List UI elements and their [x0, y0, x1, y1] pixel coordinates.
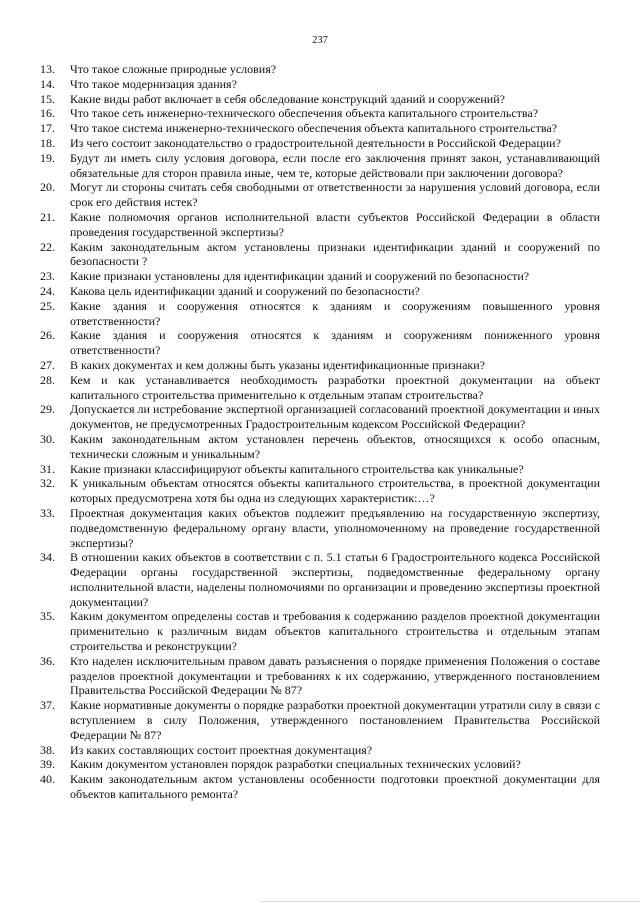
question-number: 22. — [40, 239, 55, 254]
question-number: 28. — [40, 372, 55, 387]
question-number: 37. — [40, 698, 55, 713]
question-item — [40, 476, 600, 506]
question-text: Что такое сложные природные условия? — [70, 62, 277, 76]
question-text: Какие полномочия органов исполнительной власти субъектов Российской Федерации в области проведения государственной экспертизы? — [70, 209, 600, 239]
question-text: Кем и как устанавливается необходимость разработки проектной документации на объект капитального строительства применительно к отдельным этапам строительства? — [70, 372, 600, 402]
question-text: Могут ли стороны считать себя свободными от ответственности за нарушения условий договора, если срок его действия истек? — [70, 180, 600, 210]
question-item — [40, 772, 600, 802]
question-text: Каким законодательным актом установлены признаки идентификации зданий и сооружений по безопасности ? — [70, 239, 600, 269]
question-number: 24. — [40, 283, 55, 298]
question-item — [40, 654, 600, 698]
question-number: 40. — [40, 772, 55, 787]
question-number: 30. — [40, 431, 55, 446]
question-number: 27. — [40, 357, 55, 372]
question-item — [40, 609, 600, 653]
question-item — [40, 151, 600, 181]
page-number: 237 — [312, 35, 328, 46]
question-text: Какие здания и сооружения относятся к зданиям и сооружениям повышенного уровня ответственности? — [70, 298, 600, 328]
question-text: Что такое сеть инженерно-технического обеспечения объекта капитального строительства? — [70, 106, 539, 121]
question-text: В каких документах и кем должны быть указаны идентификационные признаки? — [70, 357, 485, 372]
question-text: Допускается ли истребование экспертной организацией согласований проектной документации и иных документов, не предусмотренных Градостроительным кодексом Российской Федерации? — [70, 402, 600, 432]
question-number: 13. — [40, 62, 55, 76]
question-text: Из каких составляющих состоит проектная документация? — [70, 742, 373, 757]
question-text: Кто наделен исключительным правом давать разъяснения о порядке применения Положения о составе разделов проектной документации и требованиях к их содержанию, утвержденного постановлением Правительства Российской Федерации № 87? — [70, 653, 600, 698]
question-number: 19. — [40, 150, 55, 165]
question-text: Что такое система инженерно-технического обеспечения объекта капитального строительства? — [70, 121, 558, 136]
question-number: 35. — [40, 609, 55, 624]
question-text: К уникальным объектам относятся объекты капитального строительства, в проектной документации которых предусмотрена хотя бы одна из следующих характеристик:…? — [70, 476, 600, 506]
question-number: 39. — [40, 757, 55, 772]
question-number: 38. — [40, 742, 55, 757]
question-number: 26. — [40, 328, 55, 343]
question-item — [40, 121, 600, 136]
scan-edge-line — [260, 901, 640, 902]
question-item — [40, 358, 600, 373]
question-number: 16. — [40, 106, 55, 121]
question-number: 17. — [40, 121, 55, 136]
question-text: Каким законодательным актом установлен перечень объектов, относящихся к особо опасным, технически сложным и уникальным? — [70, 431, 600, 461]
question-item — [40, 432, 600, 462]
question-number: 25. — [40, 298, 55, 313]
question-item — [40, 506, 600, 550]
question-number: 20. — [40, 180, 55, 195]
question-number: 15. — [40, 91, 55, 106]
question-item — [40, 77, 600, 92]
question-item — [40, 269, 600, 284]
question-item — [40, 136, 600, 151]
question-number: 29. — [40, 402, 55, 417]
question-item — [40, 757, 600, 772]
question-number: 31. — [40, 461, 55, 476]
question-text: Что такое модернизация здания? — [70, 76, 237, 91]
question-item — [40, 743, 600, 758]
question-number: 23. — [40, 269, 55, 284]
question-item — [40, 210, 600, 240]
question-number: 21. — [40, 209, 55, 224]
question-item — [40, 299, 600, 329]
question-item — [40, 550, 600, 609]
question-item — [40, 240, 600, 270]
question-item — [40, 180, 600, 210]
question-text: Какие нормативные документы о порядке разработки проектной документации утратили силу в связи с вступлением в силу Положения, утвержденного постановлением Правительства Российской Федерации № 87? — [70, 698, 600, 742]
question-number: 32. — [40, 476, 55, 491]
question-item — [40, 698, 600, 742]
question-text: Проектная документация каких объектов подлежит предъявлению на государственную экспертизу, подведомственную федеральному органу власти, уполномоченному на проведение государственной экспертизы? — [70, 505, 600, 550]
question-number: 18. — [40, 135, 55, 150]
question-text: В отношении каких объектов в соответствии с п. 5.1 статьи 6 Градостроительного кодекса Российской Федерации органы государственной экспертизы, подведомственные федеральному органу исполнительной власти, наделены полномочиями по организации и проведению экспертизы проектной документации? — [70, 550, 600, 609]
question-text: Какие признаки установлены для идентификации зданий и сооружений по безопасности? — [70, 269, 530, 284]
question-item — [40, 284, 600, 299]
question-number: 14. — [40, 76, 55, 91]
question-item — [40, 328, 600, 358]
question-text: Какие признаки классифицируют объекты капитального строительства как уникальные? — [70, 461, 524, 476]
question-text: Из чего состоит законодательство о градостроительной деятельности в Российской Федерации? — [70, 135, 561, 150]
question-text: Какова цель идентификации зданий и сооружений по безопасности? — [70, 283, 420, 298]
question-text: Каким законодательным актом установлены особенности подготовки проектной документации для объектов капитального ремонта? — [70, 772, 600, 802]
question-text: Какие здания и сооружения относятся к зданиям и сооружениям пониженного уровня ответственности? — [70, 328, 600, 358]
question-text: Каким документом определены состав и требования к содержанию разделов проектной документации применительно к различным видам объектов капитального строительства и отдельным этапам строительства и реконструкции? — [70, 609, 600, 654]
question-text: Какие виды работ включает в себя обследование конструкций зданий и сооружений? — [70, 91, 505, 106]
question-text: Будут ли иметь силу условия договора, если после его заключения принят закон, устанавливающий обязательные для сторон правила иные, чем те, которые действовали при заключении договора? — [70, 150, 600, 180]
question-item — [40, 462, 600, 477]
question-text: Каким документом установлен порядок разработки специальных технических условий? — [70, 757, 521, 772]
question-item — [40, 106, 600, 121]
question-item — [40, 373, 600, 403]
question-item — [40, 62, 600, 77]
question-number: 34. — [40, 550, 55, 565]
question-number: 36. — [40, 653, 55, 668]
question-list — [40, 62, 600, 802]
question-item — [40, 92, 600, 107]
question-number: 33. — [40, 505, 55, 520]
question-item — [40, 402, 600, 432]
